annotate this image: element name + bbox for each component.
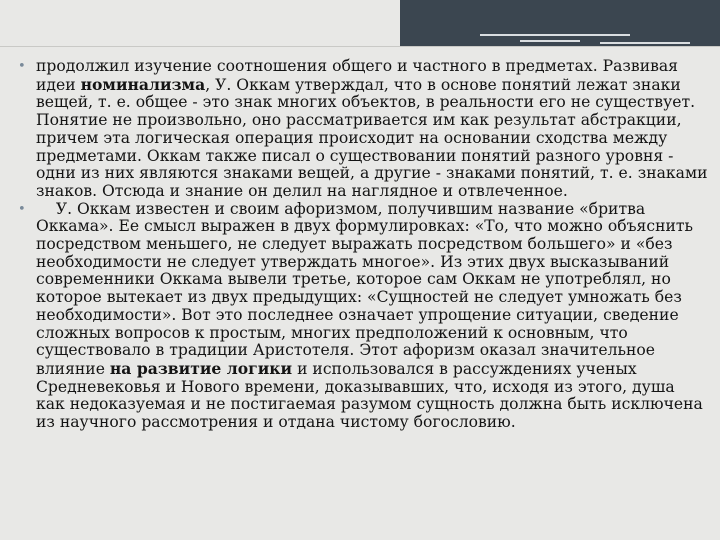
text-segment: продолжил изучение соотношения общего и частного в предметах. Развивая идеи: [36, 57, 679, 94]
bold-term: на развитие логики: [109, 358, 293, 378]
text-segment: У. Оккам известен и своим афоризмом, получившим название «бритва Оккама». Ее смысл выражен в двух формулировках: «То, что можно объяснить посредством меньшего, не следует выражать посредством большего» и «без необходимости не следует утверждать многое». Из этих двух высказываний современники Оккама вывели третье, которое сам Оккам не употреблял, но которое вытекает из двух предыдущих: «Сущностей не следует умножать без необходимости». Вот это последнее означает упрощение ситуации, сведение сложных вопросов к простым, многих предположений к основным, что существовало в традиции Аристотеля. Этот афоризм оказал значительное влияние: [36, 199, 694, 378]
header-divider: [0, 46, 720, 47]
bullet-icon: •: [18, 201, 26, 217]
decorative-line: [520, 40, 580, 42]
decorative-line: [480, 34, 630, 36]
paragraph-1: [36, 58, 708, 201]
text-segment: и использовался в рассуждениях ученых Средневековья и Нового времени, доказывавших, что, исходя из этого, душа как недоказуемая и не постигаемая разумом сущность должна быть исключена из научного рассмотрения и отдана чистому богословию.: [36, 359, 703, 432]
paragraph-2: [36, 201, 708, 432]
slide-header-bar: [0, 0, 720, 46]
bullet-icon: •: [18, 59, 26, 74]
bullet-item: [18, 201, 708, 432]
bullet-item: [18, 58, 708, 201]
decorative-line: [600, 42, 690, 44]
bold-term: номинализма: [80, 74, 206, 94]
header-light-section: [0, 0, 400, 46]
slide-body: [18, 58, 708, 432]
text-segment: , У. Оккам утверждал, что в основе понятий лежат знаки вещей, т. е. общее - это знак многих объектов, в реальности его не существует. Понятие не произвольно, оно рассматривается им как результат абстракции, причем эта логическая операция происходит на основании сходства между предметами. Оккам также писал о существовании понятий разного уровня - одни из них являются знаками вещей, а другие - знаками понятий, т. е. знаками знаков. Отсюда и знание он делил на наглядное и отвлеченное.: [36, 75, 708, 200]
